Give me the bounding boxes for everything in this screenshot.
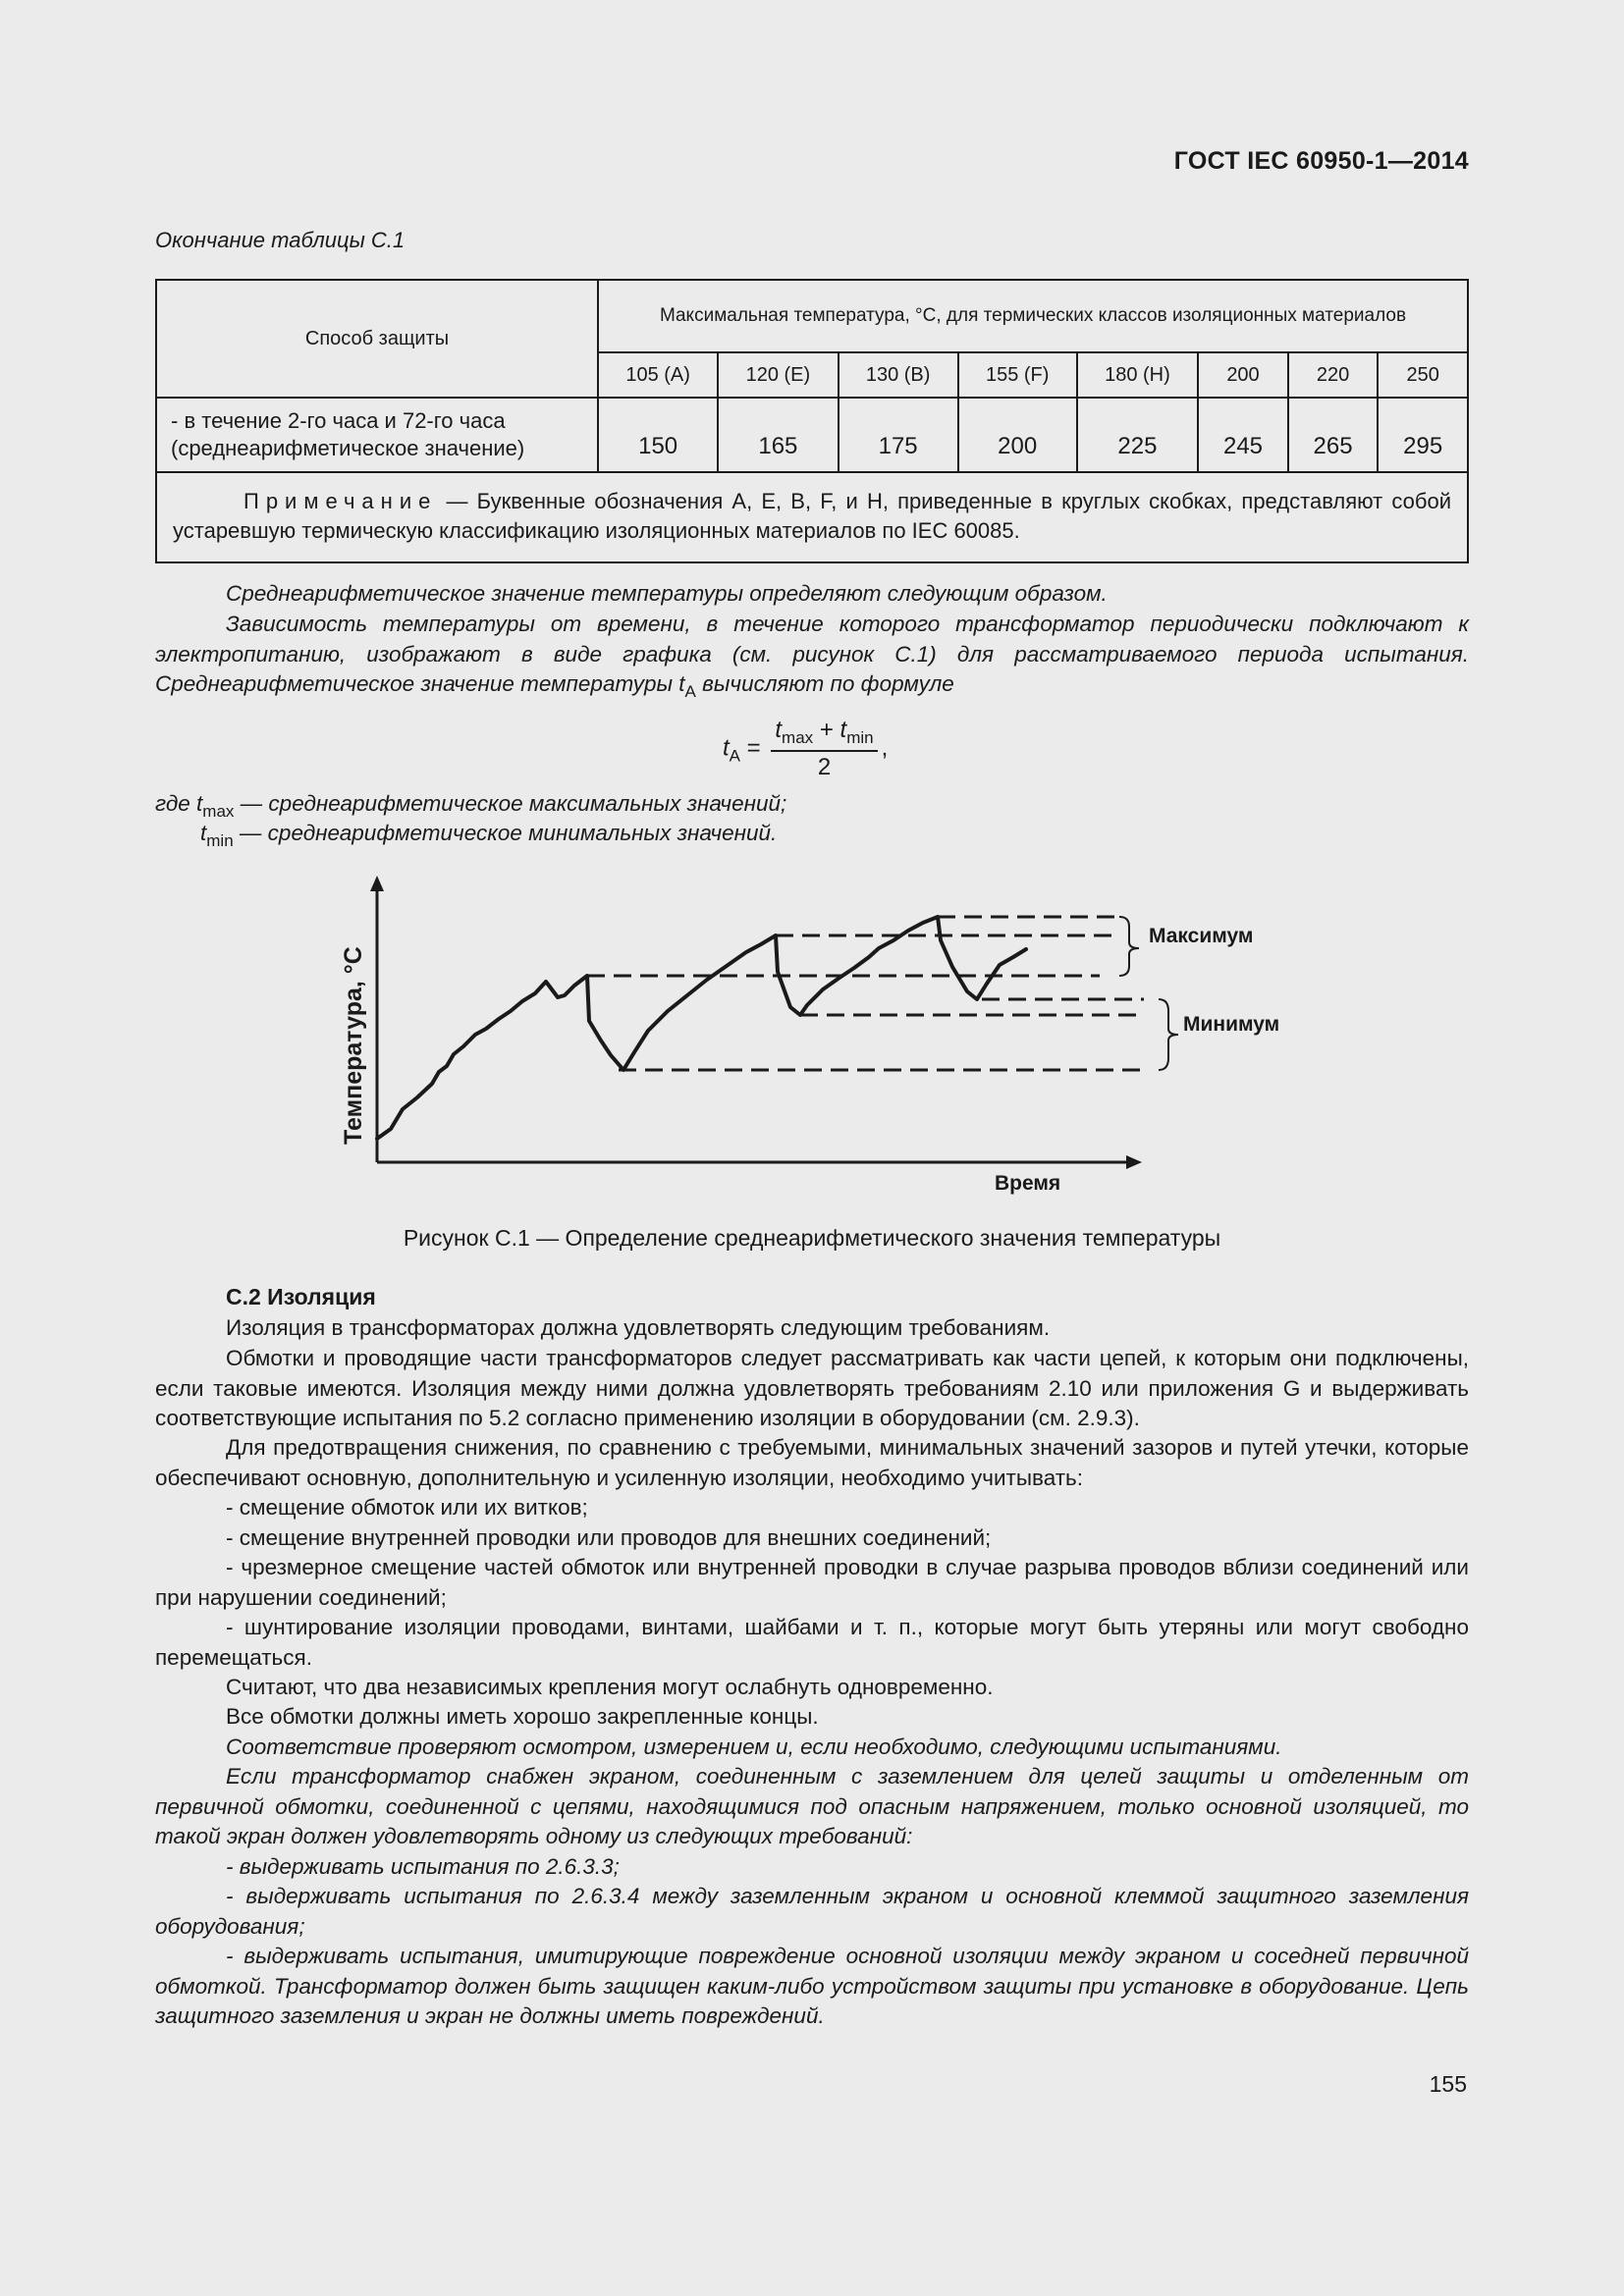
- reference-dashes: [587, 917, 1144, 1070]
- table-cell: 225: [1077, 398, 1199, 472]
- intro-paragraph: Среднеарифметическое значение температуры определяют следующим образом.: [226, 581, 1108, 606]
- temperature-curve: [377, 917, 1026, 1139]
- list-item: - смещение обмоток или их витков;: [226, 1495, 588, 1520]
- list-item: - выдерживать испытания по 2.6.3.3;: [226, 1854, 620, 1879]
- standard-code: ГОСТ IEC 60950-1—2014: [1173, 147, 1469, 175]
- where-line-max: где $t_{max}$ — среднеарифметическое максимальных значений;: [155, 791, 787, 821]
- label-maximum: Максимум: [1149, 925, 1254, 947]
- compliance-paragraph: Если трансформатор снабжен экраном, соединенным с заземлением для целей защиты и отделенным от первичной обмотки, соединенной с цепями, находящимися под опасным напряжением, только основной изоляцией, то такой экран должен удовлетворять одному из следующих требований:: [155, 1764, 1469, 1848]
- note-text: — Буквенные обозначения А, Е, В, F, и Н, приведенные в круглых скобках, представляют собой устаревшую термическую классификацию изоляционных материалов по IEC 60085.: [173, 489, 1451, 543]
- class-header: 200: [1198, 352, 1288, 398]
- page-number: 155: [1429, 2071, 1467, 2097]
- list-item: - выдерживать испытания, имитирующие повреждение основной изоляции между экраном и соседней первичной обмоткой. Трансформатор должен быть защищен каким-либо устройством защиты при установке в оборудование. Цепь защитного заземления и экран не должны иметь повреждений.: [155, 1944, 1469, 2028]
- x-axis-label: Время: [995, 1172, 1061, 1195]
- list-item: - чрезмерное смещение частей обмоток или внутренней проводки в случае разрыва проводов вблизи соединений или при нарушении соединений;: [155, 1555, 1469, 1610]
- class-header: 130 (В): [839, 352, 958, 398]
- list-item: - шунтирование изоляции проводами, винтами, шайбами и т. п., которые могут быть утеряны или могут свободно перемещаться.: [155, 1615, 1469, 1670]
- table-cell: 150: [598, 398, 718, 472]
- class-header: 250: [1378, 352, 1468, 398]
- section-paragraph: Обмотки и проводящие части трансформаторов следует рассматривать как части цепей, к которым они подключены, если таковые имеются. Изоляция между ними должна удовлетворять требованиям 2.10 или приложения G и выдерживать соответствующие испытания по 5.2 согласно применению изоляции в оборудовании (см. 2.9.3).: [155, 1346, 1469, 1430]
- section-paragraph: Изоляция в трансформаторах должна удовлетворять следующим требованиям.: [226, 1315, 1051, 1340]
- table-caption: Окончание таблицы С.1: [155, 228, 406, 252]
- row-label: - в течение 2-го часа и 72-го часа (среднеарифметическое значение): [156, 398, 598, 472]
- list-item: - смещение внутренней проводки или проводов для внешних соединений;: [226, 1525, 992, 1550]
- figure-axes: [370, 876, 1142, 1169]
- table-cell: 175: [839, 398, 958, 472]
- class-header: 180 (Н): [1077, 352, 1199, 398]
- class-header: 220: [1288, 352, 1379, 398]
- intro-paragraph: Зависимость температуры от времени, в течение которого трансформатор периодически подключают к электропитанию, изображают в виде графика (см. рисунок С.1) для рассматриваемого периода испытания. Среднеарифметическое значение температуры $t_А$ вычисляют по формуле: [155, 612, 1469, 701]
- section-title: С.2 Изоляция: [226, 1284, 376, 1309]
- mean-temperature-formula: $t_А$ = $\frac{t_{max} + t_{min}}{2}$ ,: [723, 717, 889, 780]
- section-paragraph: Считают, что два независимых крепления могут ослабнуть одновременно.: [226, 1675, 994, 1699]
- class-header: 105 (А): [598, 352, 718, 398]
- figure-caption: Рисунок С.1 — Определение среднеарифметического значения температуры: [403, 1225, 1221, 1251]
- table-cell: 265: [1288, 398, 1379, 472]
- note-lead: Примечание: [244, 489, 438, 513]
- table-cell: 295: [1378, 398, 1468, 472]
- label-minimum: Минимум: [1183, 1013, 1280, 1036]
- method-header: Способ защиты: [156, 280, 598, 398]
- section-paragraph: Для предотвращения снижения, по сравнению с требуемыми, минимальных значений зазоров и путей утечки, которые обеспечивают основную, дополнительную и усиленную изоляции, необходимо учитывать:: [155, 1435, 1469, 1490]
- y-axis-label: Температура, °С: [340, 946, 367, 1145]
- compliance-paragraph: Соответствие проверяют осмотром, измерением и, если необходимо, следующими испытаниями.: [226, 1735, 1282, 1759]
- section-paragraph: Все обмотки должны иметь хорошо закрепленные концы.: [226, 1704, 819, 1729]
- formula-fraction: $\frac{t_{max} + t_{min}}{2}$: [771, 717, 877, 781]
- table-cell: 200: [958, 398, 1077, 472]
- temperature-header: Максимальная температура, °С, для термических классов изоляционных материалов: [598, 280, 1468, 352]
- table-cell: 245: [1198, 398, 1288, 472]
- table-cell: 165: [718, 398, 838, 472]
- class-header: 155 (F): [958, 352, 1077, 398]
- list-item: - выдерживать испытания по 2.6.3.4 между заземленным экраном и основной клеммой защитного заземления оборудования;: [155, 1884, 1469, 1939]
- class-header: 120 (Е): [718, 352, 838, 398]
- where-line-min: $t_{min}$ — среднеарифметическое минимальных значений.: [200, 821, 778, 850]
